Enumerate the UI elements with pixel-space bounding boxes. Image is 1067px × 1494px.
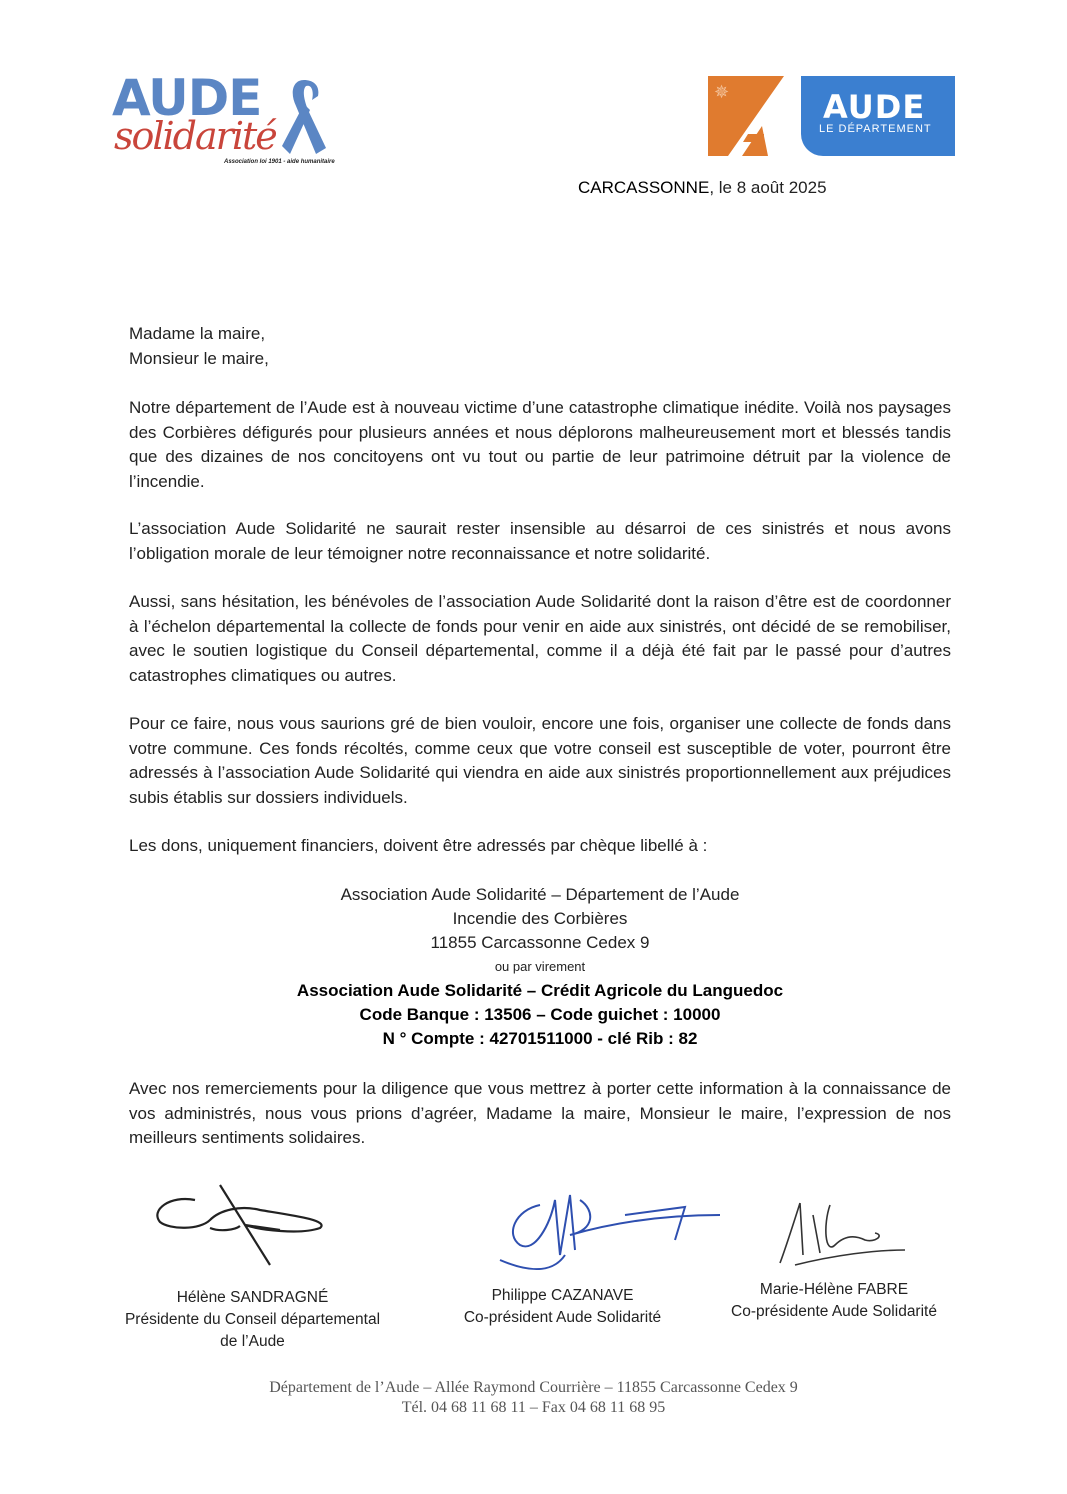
paragraph: L’association Aude Solidarité ne saurait rester insensible au désarroi de ces sinistrés et nous avons l’obligation morale de leur témoigner notre reconnaissance et notre solidarité.: [129, 519, 951, 563]
letter-date: [578, 178, 827, 198]
orange-block: [708, 76, 784, 156]
signatory-fabre: [705, 1279, 963, 1323]
aude-solidarite-logo: [112, 69, 335, 172]
or-transfer: ou par virement: [494, 959, 586, 974]
city: CARCASSONNE: [578, 178, 710, 197]
a-shape-icon: [708, 76, 784, 156]
logo-tagline: Association loi 1901 - aide humanitaire: [224, 159, 335, 165]
closing-paragraph: Avec nos remerciements pour la diligence que vous mettrez à porter cette information à la connaissance de vos administrés, nous vous prions d’agréer, Madame la maire, Monsieur le maire, l’expression de nos meilleurs sentiments solidaires.: [129, 1079, 951, 1147]
paragraph: Aussi, sans hésitation, les bénévoles de l’association Aude Solidarité dont la raison d’être est de coordonner à l’échelon départemental la collecte de fonds pour venir en aide aux sinistrés, ont décidé de se remobiliser, avec le soutien logistique du Conseil départemental, comme il a déjà été fait par le passé pour d’autres catastrophes climatiques ou autres.: [129, 592, 951, 685]
signatory-title: Présidente du Conseil départemental: [124, 1311, 381, 1328]
signatory-title: Co-président Aude Solidarité: [463, 1309, 662, 1326]
ribbon-icon: [282, 76, 327, 156]
salutation: [129, 322, 951, 371]
signatory-cazanave: [430, 1285, 695, 1329]
bank-line: Association Aude Solidarité – Crédit Agricole du Languedoc: [296, 981, 784, 1000]
signature-fabre: [775, 1195, 915, 1270]
signatory-title: de l’Aude: [220, 1333, 285, 1350]
bank-line: N ° Compte : 42701511000 - clé Rib : 82: [382, 1029, 698, 1048]
logo-text: LE DÉPARTEMENT: [819, 123, 932, 135]
signatory-title: Co-présidente Aude Solidarité: [731, 1303, 937, 1320]
address-line: Association Aude Solidarité – Département de l’Aude: [340, 885, 740, 904]
salutation-line: Madame la maire,: [129, 324, 266, 343]
paragraph: Notre département de l’Aude est à nouveau victime d’une catastrophe climatique inédite. Voilà nos paysages des Corbières défigurés pour plusieurs années et nous déplorons malheureusement mort et blessés tandis que des dizaines de nos concitoyens ont vu tout ou partie de leur patrimoine détruit par la violence de l’incendie.: [129, 398, 951, 491]
footer-address: Département de l’Aude – Allée Raymond Courrière – 11855 Carcassonne Cedex 9: [269, 1379, 798, 1396]
svg-text:✵: ✵: [714, 82, 730, 102]
signature-cazanave: [495, 1185, 725, 1280]
bank-line: Code Banque : 13506 – Code guichet : 10000: [359, 1005, 721, 1024]
aude-departement-logo: [708, 76, 955, 156]
date-text: , le 8 août 2025: [709, 178, 827, 197]
logo-text: solidarité: [114, 114, 276, 158]
address-line: 11855 Carcassonne Cedex 9: [430, 933, 650, 952]
logo-text: AUDE: [823, 88, 926, 126]
signatory-name: Philippe CAZANAVE: [491, 1287, 634, 1304]
cheque-address: [200, 883, 880, 1051]
salutation-line: Monsieur le maire,: [129, 348, 269, 368]
signature-sandragne: [150, 1180, 330, 1270]
paragraph: Pour ce faire, nous vous saurions gré de bien vouloir, encore une fois, organiser une collecte de fonds dans votre commune. Ces fonds récoltés, comme ceux que votre conseil est susceptible de voter, pourront être adressés à l’association Aude Solidarité qui viendra en aide aux sinistrés proportionnellement aux préjudices subis établis sur dossiers individuels.: [129, 714, 951, 807]
blue-block: [801, 76, 955, 156]
footer-phone: Tél. 04 68 11 68 11 – Fax 04 68 11 68 95: [401, 1399, 666, 1416]
signatory-name: Hélène SANDRAGNÉ: [176, 1289, 329, 1306]
signatory-name: Marie-Hélène FABRE: [759, 1281, 909, 1298]
signatory-sandragne: [100, 1287, 405, 1353]
address-line: Incendie des Corbières: [452, 909, 628, 928]
logo-text: AUDE: [112, 69, 262, 127]
letter-footer: [100, 1378, 967, 1418]
paragraph: Les dons, uniquement financiers, doivent être adressés par chèque libellé à :: [129, 836, 708, 855]
